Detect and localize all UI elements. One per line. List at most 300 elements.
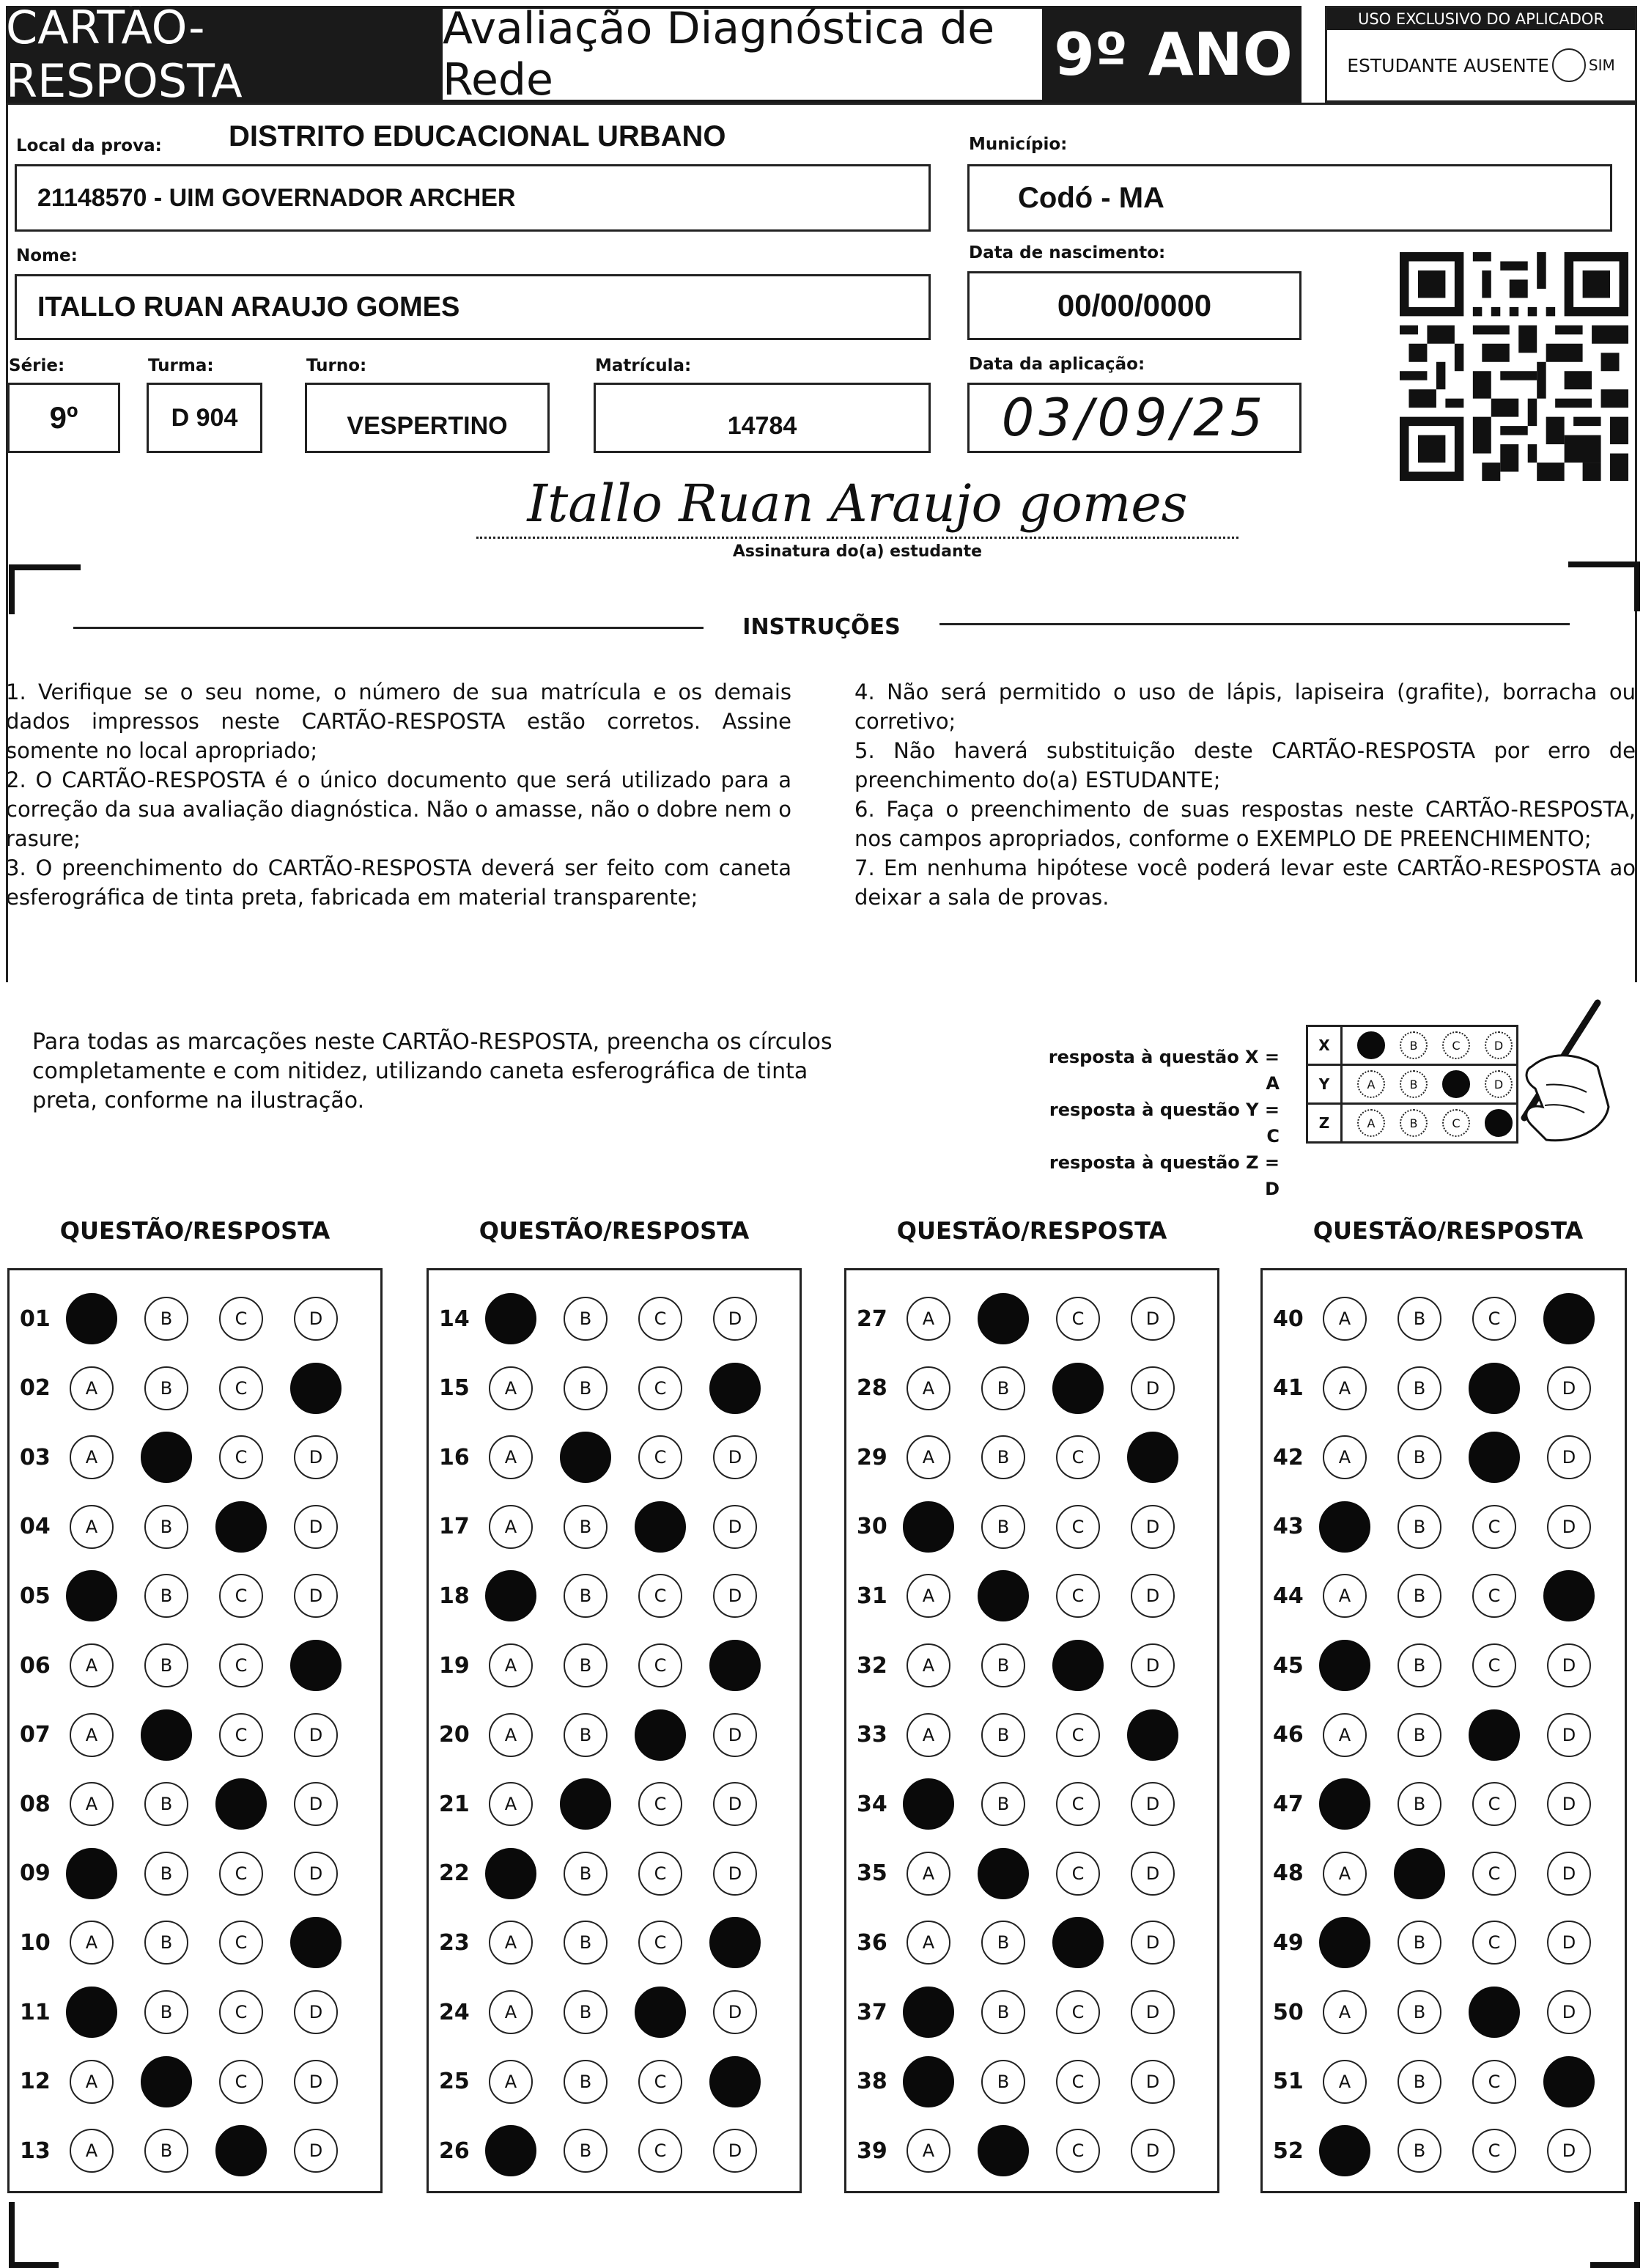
answer-bubble-d[interactable]: D: [713, 1297, 757, 1341]
question-number: 40: [1273, 1306, 1304, 1332]
example-bubble: C: [1442, 1109, 1470, 1137]
answer-bubble-d[interactable]: D: [1547, 1643, 1591, 1687]
answer-bubble-a[interactable]: A: [907, 1297, 950, 1341]
answer-bubble-b[interactable]: B: [564, 1505, 608, 1549]
answer-bubble-a[interactable]: A: [1323, 1990, 1367, 2034]
apply-date-label: Data da aplicação:: [969, 355, 1145, 374]
answer-bubble-c[interactable]: C: [1472, 1852, 1516, 1896]
registration-mark: [9, 2202, 59, 2268]
turno-field: VESPERTINO: [305, 383, 550, 453]
answer-bubble-a[interactable]: [66, 1293, 117, 1344]
answer-row: [429, 2060, 788, 2104]
answer-bubble-c[interactable]: C: [219, 1921, 263, 1965]
answer-column-title: QUESTÃO/RESPOSTA: [479, 1217, 750, 1245]
answer-row: [10, 1505, 369, 1549]
answer-bubble-a[interactable]: A: [489, 1366, 533, 1410]
instructions-right: 4. Não será permitido o uso de lápis, lapiseira (grafite), borracha ou corretivo; 5. Não haverá substituição deste CARTÃO-RESPOSTA por erro de preenchimento do(a) ESTUDANTE; 6. Faça o preenchimento de suas respostas neste CARTÃO-RESPOSTA, nos campos apropriados, conforme o EXEMPLO DE PREENCHIMENTO; 7. Em nenhuma hipótese você poderá levar este CARTÃO-RESPOSTA ao deixar a sala de provas.: [854, 680, 1636, 910]
answer-row: [846, 1505, 1206, 1549]
answer-bubble-c[interactable]: C: [1056, 1435, 1100, 1479]
answer-bubble-b[interactable]: [978, 1293, 1029, 1344]
answer-bubble-d[interactable]: D: [294, 1574, 338, 1618]
exam-title: Avaliação Diagnóstica de Rede: [440, 6, 1045, 103]
answer-bubble-c[interactable]: C: [638, 1435, 682, 1479]
answer-bubble-a[interactable]: [1319, 1917, 1370, 1968]
answer-bubble-c[interactable]: C: [1056, 1713, 1100, 1757]
answer-bubble-d[interactable]: D: [1131, 1297, 1175, 1341]
answer-bubble-a[interactable]: A: [489, 1643, 533, 1687]
answer-row: [429, 1297, 788, 1341]
answer-bubble-a[interactable]: [485, 1848, 536, 1899]
question-number: 25: [439, 2069, 470, 2095]
answer-row: [846, 1990, 1206, 2034]
answer-bubble-b[interactable]: B: [144, 1297, 188, 1341]
answer-bubble-b[interactable]: B: [1398, 1713, 1441, 1757]
answer-bubble-a[interactable]: A: [907, 1852, 950, 1896]
question-number: 22: [439, 1860, 470, 1887]
answer-bubble-d[interactable]: D: [1547, 2129, 1591, 2173]
answer-row: [1263, 2060, 1622, 2104]
answer-bubble-c[interactable]: [1469, 1363, 1520, 1414]
answer-bubble-c[interactable]: [635, 1987, 686, 2038]
answer-bubble-b[interactable]: B: [564, 1574, 608, 1618]
question-number: 47: [1273, 1791, 1304, 1817]
answer-bubble-a[interactable]: [485, 1293, 536, 1344]
answer-bubble-b[interactable]: B: [981, 1366, 1025, 1410]
answer-bubble-d[interactable]: D: [1547, 1366, 1591, 1410]
answer-bubble-b[interactable]: B: [1398, 1366, 1441, 1410]
answer-bubble-d[interactable]: D: [1547, 1782, 1591, 1826]
answer-bubble-d[interactable]: [709, 1640, 761, 1691]
answer-bubble-d[interactable]: D: [294, 1435, 338, 1479]
answer-bubble-c[interactable]: C: [1472, 1297, 1516, 1341]
answer-bubble-b[interactable]: B: [564, 1713, 608, 1757]
answer-row: [10, 1852, 369, 1896]
answer-bubble-d[interactable]: [290, 1363, 341, 1414]
student-signature: Itallo Ruan Araujo gomes: [527, 474, 1188, 534]
answer-bubble-d[interactable]: D: [294, 2060, 338, 2104]
answer-row: [1263, 1643, 1622, 1687]
answer-bubble-a[interactable]: [66, 1848, 117, 1899]
question-number: 13: [20, 2138, 51, 2164]
example-bubble: A: [1357, 1070, 1385, 1098]
answer-bubble-a[interactable]: A: [70, 1505, 114, 1549]
answer-bubble-d[interactable]: D: [1547, 1713, 1591, 1757]
answer-bubble-b[interactable]: [141, 1432, 192, 1483]
answer-column: [1260, 1268, 1627, 2193]
answer-bubble-d[interactable]: [709, 1363, 761, 1414]
answer-bubble-b[interactable]: B: [144, 1643, 188, 1687]
answer-bubble-d[interactable]: D: [713, 1435, 757, 1479]
student-name-field: ITALLO RUAN ARAUJO GOMES: [15, 274, 931, 340]
answer-bubble-b[interactable]: B: [1398, 2060, 1441, 2104]
answer-bubble-b[interactable]: [560, 1432, 611, 1483]
answer-bubble-b[interactable]: B: [981, 1782, 1025, 1826]
example-question-label: Z: [1308, 1105, 1343, 1141]
answer-row: [846, 1852, 1206, 1896]
answer-bubble-c[interactable]: C: [638, 2060, 682, 2104]
answer-bubble-b[interactable]: B: [1398, 1297, 1441, 1341]
answer-bubble-a[interactable]: A: [907, 1643, 950, 1687]
answer-bubble-b[interactable]: B: [144, 2129, 188, 2173]
answer-bubble-d[interactable]: D: [1131, 1366, 1175, 1410]
answer-bubble-c[interactable]: [1469, 1709, 1520, 1761]
answer-bubble-a[interactable]: A: [1323, 1366, 1367, 1410]
answer-bubble-d[interactable]: D: [713, 2129, 757, 2173]
answer-bubble-d[interactable]: D: [1547, 1921, 1591, 1965]
question-number: 31: [857, 1583, 887, 1609]
answer-bubble-d[interactable]: D: [294, 1713, 338, 1757]
answer-bubble-a[interactable]: A: [70, 2129, 114, 2173]
answer-bubble-a[interactable]: [1319, 1501, 1370, 1553]
answer-bubble-b[interactable]: [978, 2125, 1029, 2176]
answer-bubble-d[interactable]: [1543, 1570, 1595, 1621]
answer-bubble-d[interactable]: D: [713, 1713, 757, 1757]
answer-bubble-c[interactable]: C: [1472, 2060, 1516, 2104]
answer-bubble-a[interactable]: A: [489, 1435, 533, 1479]
answer-bubble-d[interactable]: D: [294, 1782, 338, 1826]
answer-bubble-d[interactable]: D: [1131, 2060, 1175, 2104]
answer-bubble-d[interactable]: [290, 1640, 341, 1691]
question-number: 27: [857, 1306, 887, 1332]
answer-row: [1263, 1435, 1622, 1479]
answer-bubble-c[interactable]: C: [219, 2060, 263, 2104]
answer-row: [429, 1852, 788, 1896]
answer-bubble-a[interactable]: [903, 2056, 954, 2107]
answer-bubble-b[interactable]: B: [144, 1505, 188, 1549]
question-number: 04: [20, 1514, 51, 1540]
question-number: 52: [1273, 2138, 1304, 2164]
answer-bubble-b[interactable]: [141, 2056, 192, 2107]
question-number: 49: [1273, 1929, 1304, 1956]
example-bubble: B: [1400, 1031, 1428, 1059]
answer-bubble-c[interactable]: C: [638, 2129, 682, 2173]
question-number: 08: [20, 1791, 51, 1817]
answer-bubble-d[interactable]: D: [713, 1574, 757, 1618]
answer-bubble-c[interactable]: C: [1056, 1574, 1100, 1618]
answer-row: [429, 1643, 788, 1687]
answer-bubble-b[interactable]: B: [981, 1921, 1025, 1965]
answer-bubble-b[interactable]: B: [564, 1366, 608, 1410]
answer-bubble-c[interactable]: [1052, 1363, 1104, 1414]
answer-bubble-a[interactable]: [1319, 1778, 1370, 1830]
answer-bubble-a[interactable]: A: [1323, 1574, 1367, 1618]
answer-row: [1263, 1574, 1622, 1618]
answer-bubble-b[interactable]: B: [564, 1643, 608, 1687]
answer-bubble-b[interactable]: B: [564, 1990, 608, 2034]
answer-bubble-a[interactable]: [1319, 1640, 1370, 1691]
turma-field: D 904: [147, 383, 262, 453]
absent-option: SIM: [1588, 56, 1615, 74]
answer-row: [846, 1574, 1206, 1618]
question-number: 28: [857, 1375, 887, 1402]
answer-bubble-a[interactable]: A: [1323, 2060, 1367, 2104]
answer-bubble-c[interactable]: C: [1056, 1990, 1100, 2034]
answer-bubble-a[interactable]: A: [70, 1782, 114, 1826]
answer-bubble-d[interactable]: [1543, 2056, 1595, 2107]
answer-bubble-c[interactable]: C: [219, 1990, 263, 2034]
answer-bubble-a[interactable]: [903, 1987, 954, 2038]
answer-bubble-a[interactable]: A: [489, 2060, 533, 2104]
registration-mark: [9, 564, 81, 614]
answer-bubble-c[interactable]: C: [1056, 1782, 1100, 1826]
answer-bubble-d[interactable]: D: [1131, 1852, 1175, 1896]
answer-bubble-d[interactable]: D: [713, 1505, 757, 1549]
example-bubble: B: [1400, 1109, 1428, 1137]
example-bubble: D: [1485, 1031, 1513, 1059]
answer-bubble-c[interactable]: C: [1472, 2129, 1516, 2173]
answer-column-title: QUESTÃO/RESPOSTA: [896, 1217, 1167, 1245]
answer-bubble-a[interactable]: A: [1323, 1435, 1367, 1479]
answer-bubble-a[interactable]: A: [1323, 1297, 1367, 1341]
answer-bubble-c[interactable]: C: [638, 1297, 682, 1341]
answer-bubble-c[interactable]: C: [219, 1366, 263, 1410]
question-number: 48: [1273, 1860, 1304, 1887]
answer-column: [7, 1268, 383, 2193]
answer-bubble-c[interactable]: C: [638, 1643, 682, 1687]
answer-bubble-c[interactable]: [215, 1501, 267, 1553]
answer-bubble-d[interactable]: D: [1131, 2129, 1175, 2173]
question-number: 39: [857, 2138, 887, 2164]
example-row: [1308, 1102, 1516, 1141]
answer-bubble-c[interactable]: C: [1056, 1852, 1100, 1896]
answer-bubble-a[interactable]: A: [70, 1435, 114, 1479]
answer-bubble-a[interactable]: A: [70, 1921, 114, 1965]
question-number: 42: [1273, 1444, 1304, 1470]
answer-bubble-d[interactable]: D: [713, 1782, 757, 1826]
answer-bubble-d[interactable]: D: [1131, 1921, 1175, 1965]
answer-bubble-a[interactable]: A: [489, 1782, 533, 1826]
answer-bubble-a[interactable]: A: [489, 1713, 533, 1757]
answer-bubble-c[interactable]: C: [1056, 1505, 1100, 1549]
answer-bubble-b[interactable]: B: [981, 1990, 1025, 2034]
answer-bubble-d[interactable]: D: [1547, 1505, 1591, 1549]
answer-bubble-b[interactable]: B: [564, 2129, 608, 2173]
answer-bubble-b[interactable]: [141, 1709, 192, 1761]
answer-row: [429, 2129, 788, 2173]
answer-bubble-b[interactable]: B: [1398, 1921, 1441, 1965]
answer-bubble-c[interactable]: C: [638, 1782, 682, 1826]
answer-bubble-b[interactable]: B: [981, 2060, 1025, 2104]
answer-bubble-c[interactable]: C: [1472, 1782, 1516, 1826]
serie-label: Série:: [9, 356, 65, 375]
answer-row: [846, 1643, 1206, 1687]
answer-bubble-a[interactable]: A: [907, 1921, 950, 1965]
answer-bubble-d[interactable]: D: [713, 1852, 757, 1896]
answer-bubble-d[interactable]: D: [1547, 1435, 1591, 1479]
turma-label: Turma:: [148, 356, 214, 375]
answer-bubble-a[interactable]: A: [489, 1505, 533, 1549]
answer-bubble-a[interactable]: [66, 1987, 117, 2038]
question-number: 01: [20, 1306, 51, 1332]
question-number: 23: [439, 1929, 470, 1956]
answer-bubble-b[interactable]: B: [144, 1366, 188, 1410]
answer-bubble-c[interactable]: C: [1472, 1921, 1516, 1965]
answer-bubble-a[interactable]: A: [1323, 1713, 1367, 1757]
answer-row: [429, 1713, 788, 1757]
answer-bubble-b[interactable]: B: [144, 1921, 188, 1965]
question-number: 30: [857, 1514, 887, 1540]
answer-bubble-d[interactable]: D: [1131, 1574, 1175, 1618]
question-number: 16: [439, 1444, 470, 1470]
example-line: resposta à questão Z = D: [1049, 1152, 1280, 1199]
answer-bubble-a[interactable]: [903, 1501, 954, 1553]
answer-bubble-b[interactable]: B: [144, 1574, 188, 1618]
city-label: Município:: [969, 135, 1068, 154]
example-question-label: X: [1308, 1027, 1343, 1064]
question-number: 07: [20, 1722, 51, 1748]
answer-bubble-c[interactable]: C: [1472, 1643, 1516, 1687]
answer-bubble-a[interactable]: [903, 1778, 954, 1830]
answer-bubble-d[interactable]: D: [294, 1297, 338, 1341]
answer-bubble-c[interactable]: [215, 1778, 267, 1830]
answer-bubble-d[interactable]: [1543, 1293, 1595, 1344]
answer-bubble-d[interactable]: D: [1131, 1990, 1175, 2034]
answer-bubble-d[interactable]: D: [1131, 1643, 1175, 1687]
answer-bubble-a[interactable]: A: [907, 1574, 950, 1618]
hand-pen-icon: [1502, 997, 1612, 1151]
answer-bubble-a[interactable]: A: [1323, 1852, 1367, 1896]
answer-bubble-a[interactable]: A: [907, 1366, 950, 1410]
answer-bubble-d[interactable]: [290, 1917, 341, 1968]
answer-bubble-a[interactable]: A: [70, 1643, 114, 1687]
answer-bubble-a[interactable]: A: [489, 1990, 533, 2034]
answer-bubble-c[interactable]: C: [1472, 1505, 1516, 1549]
answer-row: [1263, 1990, 1622, 2034]
answer-bubble-c[interactable]: C: [638, 1574, 682, 1618]
answer-bubble-d[interactable]: D: [294, 2129, 338, 2173]
answer-bubble-b[interactable]: B: [564, 1297, 608, 1341]
answer-bubble-b[interactable]: B: [1398, 1505, 1441, 1549]
answer-bubble-a[interactable]: [1319, 2125, 1370, 2176]
answer-bubble-c[interactable]: C: [219, 1713, 263, 1757]
answer-bubble-d[interactable]: [709, 2056, 761, 2107]
answer-row: [1263, 1852, 1622, 1896]
answer-bubble-b[interactable]: [560, 1778, 611, 1830]
answer-bubble-c[interactable]: C: [219, 1643, 263, 1687]
answer-bubble-d[interactable]: D: [294, 1990, 338, 2034]
answer-bubble-a[interactable]: [485, 2125, 536, 2176]
answer-bubble-b[interactable]: B: [981, 1713, 1025, 1757]
answer-bubble-c[interactable]: [1052, 1640, 1104, 1691]
answer-bubble-a[interactable]: A: [70, 1713, 114, 1757]
answer-bubble-c[interactable]: C: [638, 1852, 682, 1896]
question-number: 03: [20, 1444, 51, 1470]
grade-badge: 9º ANO: [1045, 6, 1302, 103]
answer-bubble-c[interactable]: [1469, 1432, 1520, 1483]
answer-bubble-b[interactable]: B: [1398, 1643, 1441, 1687]
apply-date-field[interactable]: 03/09/25: [967, 383, 1302, 453]
answer-row: [10, 1366, 369, 1410]
answer-bubble-d[interactable]: [1127, 1709, 1178, 1761]
answer-row: [429, 1574, 788, 1618]
answer-bubble-c[interactable]: C: [1056, 2129, 1100, 2173]
question-number: 24: [439, 1999, 470, 2025]
answer-bubble-a[interactable]: A: [907, 1435, 950, 1479]
answer-bubble-b[interactable]: B: [981, 1435, 1025, 1479]
answer-bubble-b[interactable]: B: [144, 1852, 188, 1896]
answer-bubble-a[interactable]: A: [489, 1921, 533, 1965]
answer-bubble-b[interactable]: [1394, 1848, 1445, 1899]
answer-bubble-c[interactable]: C: [219, 1574, 263, 1618]
question-number: 33: [857, 1722, 887, 1748]
answer-bubble-d[interactable]: D: [1547, 1990, 1591, 2034]
answer-bubble-a[interactable]: A: [907, 1713, 950, 1757]
answer-bubble-c[interactable]: C: [1056, 2060, 1100, 2104]
answer-bubble-c[interactable]: C: [219, 1852, 263, 1896]
answer-bubble-d[interactable]: D: [294, 1505, 338, 1549]
fill-example-grid: [1306, 1025, 1518, 1144]
example-line: resposta à questão X = A: [1048, 1047, 1280, 1094]
answer-bubble-b[interactable]: B: [1398, 1782, 1441, 1826]
answer-bubble-b[interactable]: B: [564, 1852, 608, 1896]
answer-bubble-b[interactable]: B: [1398, 1574, 1441, 1618]
answer-bubble-a[interactable]: A: [907, 2129, 950, 2173]
answer-bubble-b[interactable]: B: [144, 1782, 188, 1826]
question-number: 43: [1273, 1514, 1304, 1540]
answer-bubble-a[interactable]: [66, 1570, 117, 1621]
answer-bubble-c[interactable]: [635, 1501, 686, 1553]
answer-row: [846, 1921, 1206, 1965]
answer-bubble-c[interactable]: [1052, 1917, 1104, 1968]
answer-bubble-d[interactable]: [1127, 1432, 1178, 1483]
answer-bubble-c[interactable]: C: [1056, 1297, 1100, 1341]
answer-bubble-c[interactable]: C: [638, 1921, 682, 1965]
question-number: 34: [857, 1791, 887, 1817]
question-number: 45: [1273, 1652, 1304, 1679]
answer-bubble-c[interactable]: [635, 1709, 686, 1761]
answer-bubble-c[interactable]: C: [219, 1297, 263, 1341]
answer-bubble-a[interactable]: A: [70, 2060, 114, 2104]
answer-bubble-a[interactable]: [485, 1570, 536, 1621]
answer-bubble-c[interactable]: [215, 2125, 267, 2176]
answer-bubble-d[interactable]: D: [294, 1852, 338, 1896]
instructions-left: 1. Verifique se o seu nome, o número de sua matrícula e os demais dados impressos neste CARTÃO-RESPOSTA estão corretos. Assine somente no local apropriado; 2. O CARTÃO-RESPOSTA é o único documento que será utilizado para a correção da sua avaliação diagnóstica. Não o amasse, não o dobre nem o rasure; 3. O preenchimento do CARTÃO-RESPOSTA deverá ser feito com caneta esferográfica de tinta preta, fabricada em material transparente;: [6, 680, 791, 910]
answer-bubble-b[interactable]: B: [1398, 1435, 1441, 1479]
answer-bubble-b[interactable]: B: [564, 2060, 608, 2104]
answer-bubble-a[interactable]: A: [70, 1366, 114, 1410]
answer-bubble-c[interactable]: C: [1472, 1574, 1516, 1618]
answer-row: [429, 1366, 788, 1410]
answer-bubble-d[interactable]: D: [1547, 1852, 1591, 1896]
answer-bubble-b[interactable]: B: [981, 1643, 1025, 1687]
name-label: Nome:: [16, 246, 78, 265]
question-number: 10: [20, 1929, 51, 1956]
answer-bubble-d[interactable]: D: [1131, 1505, 1175, 1549]
answer-bubble-b[interactable]: [978, 1570, 1029, 1621]
answer-bubble-b[interactable]: [978, 1848, 1029, 1899]
answer-bubble-d[interactable]: D: [713, 1990, 757, 2034]
answer-bubble-c[interactable]: C: [219, 1435, 263, 1479]
question-number: 09: [20, 1860, 51, 1887]
birth-label: Data de nascimento:: [969, 243, 1166, 262]
answer-bubble-d[interactable]: D: [1131, 1782, 1175, 1826]
answer-bubble-b[interactable]: B: [564, 1921, 608, 1965]
answer-row: [1263, 1713, 1622, 1757]
registration-mark: [1568, 562, 1640, 611]
example-legend: [1038, 1044, 1280, 1202]
answer-bubble-b[interactable]: B: [144, 1990, 188, 2034]
answer-bubble-d[interactable]: [709, 1917, 761, 1968]
answer-row: [429, 1990, 788, 2034]
answer-bubble-c[interactable]: C: [638, 1366, 682, 1410]
answer-bubble-c[interactable]: [1469, 1987, 1520, 2038]
answer-bubble-b[interactable]: B: [1398, 1990, 1441, 2034]
answer-bubble-b[interactable]: B: [981, 1505, 1025, 1549]
answer-bubble-b[interactable]: B: [1398, 2129, 1441, 2173]
card-title: CARTÃO-RESPOSTA: [6, 6, 440, 103]
question-number: 21: [439, 1791, 470, 1817]
absent-checkbox[interactable]: [1552, 48, 1586, 82]
